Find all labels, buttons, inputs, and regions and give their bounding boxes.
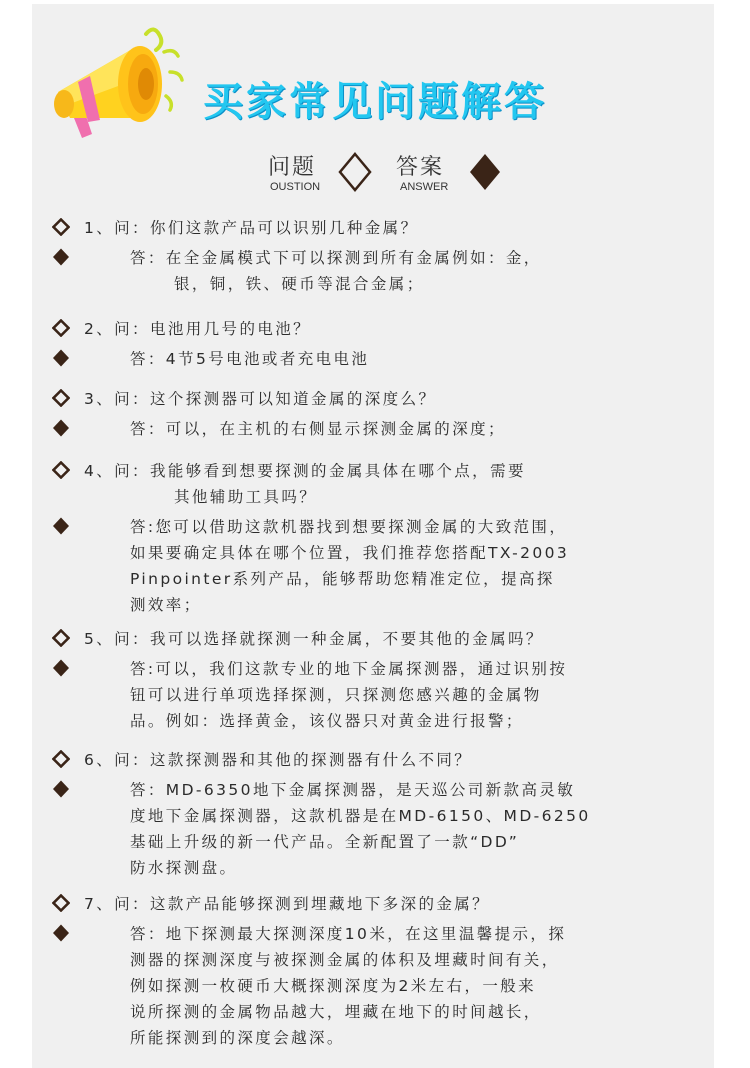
answer-text: Pinpointer系列产品，能够帮助您精准定位，提高探 [130, 570, 555, 588]
megaphone-icon [48, 22, 198, 142]
question-diamond-icon [52, 389, 70, 407]
answer-text: 所能探测到的深度会越深。 [130, 1029, 345, 1047]
question-diamond-icon [52, 319, 70, 337]
page-title: 买家常见问题解答 [203, 79, 547, 125]
question-text: 3、问：这个探测器可以知道金属的深度么？ [84, 390, 437, 408]
legend-answer-en: ANSWER [400, 181, 449, 193]
legend-answer-label: 答案 [396, 155, 445, 180]
answer-text: 品。例如：选择黄金，该仪器只对黄金进行报警； [130, 712, 524, 730]
answer-text: 答：MD-6350地下金属探测器，是天巡公司新款高灵敏 [130, 781, 576, 799]
question-diamond-icon [52, 629, 70, 647]
answer-text: 答：可以，在主机的右侧显示探测金属的深度； [130, 420, 506, 438]
answer-text: 防水探测盘。 [130, 859, 238, 877]
question-diamond-icon [52, 894, 70, 912]
answer-diamond-icon [52, 780, 70, 798]
hollow-diamond-icon [338, 152, 372, 192]
answer-diamond-icon [52, 517, 70, 535]
legend-question-label: 问题 [268, 155, 317, 180]
answer-diamond-icon [52, 248, 70, 266]
answer-text: 答：地下探测最大探测深度10米，在这里温馨提示，探 [130, 925, 567, 943]
answer-text: 度地下金属探测器，这款机器是在MD-6150、MD-6250 [130, 807, 591, 825]
question-diamond-icon [52, 750, 70, 768]
answer-text: 说所探测的金属物品越大，埋藏在地下的时间越长， [130, 1003, 542, 1021]
question-diamond-icon [52, 461, 70, 479]
answer-text: 测效率； [130, 596, 202, 614]
answer-diamond-icon [52, 419, 70, 437]
answer-text: 答：4节5号电池或者充电电池 [130, 350, 370, 368]
answer-text: 例如探测一枚硬币大概探测深度为2米左右，一般来 [130, 977, 537, 995]
answer-diamond-icon [52, 659, 70, 677]
answer-text: 如果要确定具体在哪个位置，我们推荐您搭配TX-2003 [130, 544, 570, 562]
question-diamond-icon [52, 218, 70, 236]
answer-diamond-icon [52, 349, 70, 367]
legend-question-en: OUSTION [270, 181, 321, 193]
answer-text: 测器的探测深度与被探测金属的体积及埋藏时间有关， [130, 951, 560, 969]
header [48, 22, 648, 142]
solid-diamond-icon [468, 152, 502, 192]
question-text: 7、问：这款产品能够探测到埋藏地下多深的金属？ [84, 895, 491, 913]
answer-text: 基础上升级的新一代产品。全新配置了一款“DD” [130, 833, 520, 851]
answer-text: 银，铜，铁、硬币等混合金属； [174, 275, 425, 293]
answer-text: 答:可以，我们这款专业的地下金属探测器，通过识别按 [130, 660, 568, 678]
answer-text: 答：在全金属模式下可以探测到所有金属例如：金， [130, 249, 542, 267]
question-text: 6、问：这款探测器和其他的探测器有什么不同？ [84, 751, 473, 769]
question-text: 2、问：电池用几号的电池？ [84, 320, 312, 338]
answer-text: 答:您可以借助这款机器找到想要探测金属的大致范围， [130, 518, 568, 536]
question-text: 1、问：你们这款产品可以识别几种金属？ [84, 219, 419, 237]
question-text: 其他辅助工具吗？ [174, 488, 318, 506]
qa-legend [268, 150, 508, 196]
answer-diamond-icon [52, 924, 70, 942]
question-text: 4、问：我能够看到想要探测的金属具体在哪个点，需要 [84, 462, 526, 480]
answer-text: 钮可以进行单项选择探测，只探测您感兴趣的金属物 [130, 686, 542, 704]
question-text: 5、问：我可以选择就探测一种金属，不要其他的金属吗？ [84, 630, 544, 648]
